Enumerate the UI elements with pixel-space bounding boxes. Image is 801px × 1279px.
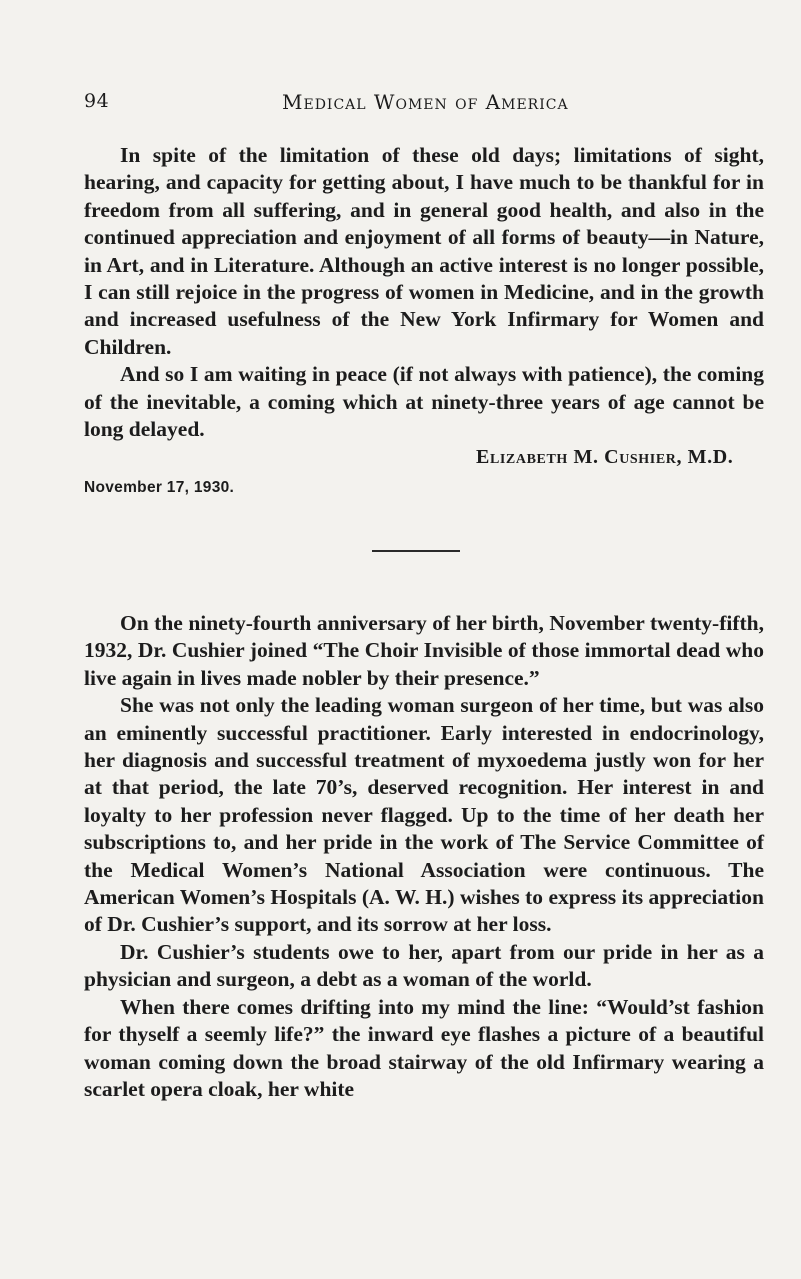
section-divider — [372, 550, 460, 552]
paragraph: She was not only the leading woman surgeon of her time, but was also an eminently successful practitioner. Early interested in endocrinology, her diagnosis and successful treatment of myxoedema justly won for her at that period, the late 70’s, deserved recognition. Her interest in and loyalty to her profession never flagged. Up to the time of her death her subscriptions to, and her pride in the work of The Service Committee of the Medical Women’s National Association were continuous. The American Women’s Hospitals (A. W. H.) wishes to express its appreciation of Dr. Cushier’s support, and its sorrow at her loss. — [84, 693, 764, 937]
paragraph: In spite of the limitation of these old days; limitations of sight, hearing, and capacity for getting about, I have much to be thankful for in freedom from all suffering, and in general good health, and also in the continued appreciation and enjoyment of all forms of beauty—in Nature, in Art, and in Literature. Although an active interest is no longer possible, I can still rejoice in the progress of women in Medicine, and in the growth and increased usefulness of the New York Infirmary for Women and Children. — [84, 143, 764, 359]
paragraph: On the ninety-fourth anniversary of her birth, November twenty-fifth, 1932, Dr. Cushier joined “The Choir Invisible of those immortal dead who live again in lives made nobler by their presence.” — [84, 611, 764, 690]
letter-body — [84, 142, 764, 443]
paragraph: Dr. Cushier’s students owe to her, apart from our pride in her as a physician and surgeon, a debt as a woman of the world. — [84, 939, 764, 992]
obituary-body — [84, 610, 764, 1103]
letter-date: November 17, 1930. — [84, 479, 235, 496]
running-title: Medical Women of America — [282, 90, 569, 114]
paragraph: When there comes drifting into my mind the line: “Would’st fashion for thyself a seemly life?” the inward eye flashes a picture of a beautiful woman coming down the broad stairway of the old Infirmary wearing a scarlet opera cloak, her white — [84, 994, 764, 1101]
page-number: 94 — [84, 90, 110, 112]
signature: Elizabeth M. Cushier, M.D. — [476, 446, 734, 468]
paragraph: And so I am waiting in peace (if not always with patience), the coming of the inevitable, a coming which at ninety-three years of age cannot be long delayed. — [84, 362, 764, 442]
page-header — [84, 90, 717, 120]
